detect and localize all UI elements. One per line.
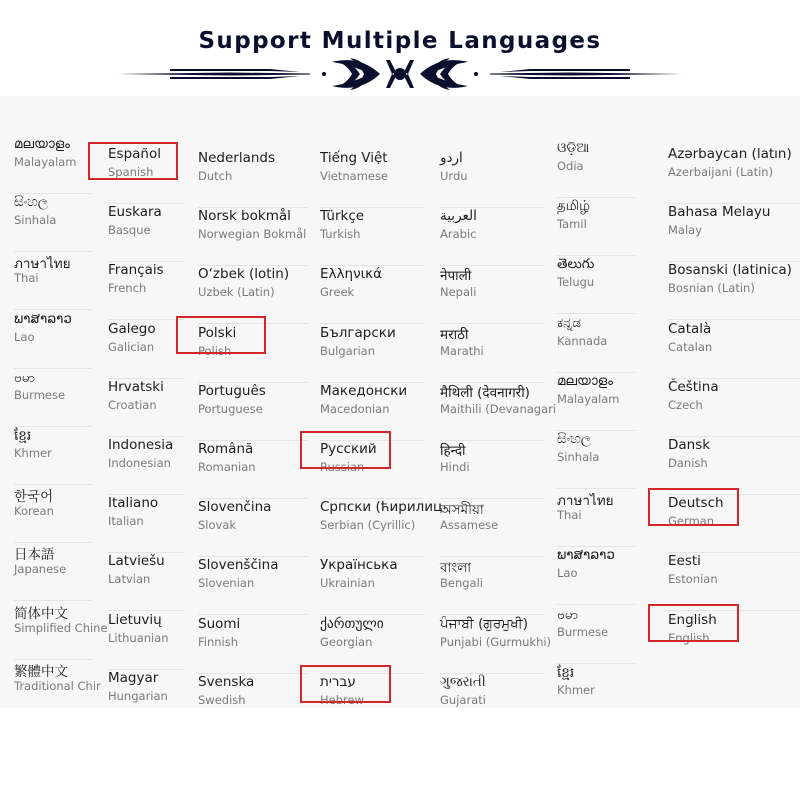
language-english-name: Sinhala	[14, 213, 57, 228]
language-native-name: 繁體中文	[14, 663, 68, 680]
language-english-name: Lithuanian	[108, 630, 169, 645]
language-native-name: עברית	[320, 673, 356, 690]
language-english-name: Burmese	[14, 387, 66, 402]
language-native-name: Español	[108, 146, 161, 162]
language-native-name: සිංහල	[557, 431, 592, 447]
language-item[interactable]	[557, 431, 635, 487]
language-item[interactable]	[440, 557, 544, 613]
language-english-name: Marathi	[440, 343, 484, 358]
language-english-name: Hungarian	[108, 688, 168, 703]
language-english-name: Turkish	[320, 227, 361, 242]
language-native-name: English	[668, 611, 717, 628]
language-native-name: ខ្មែរ	[14, 428, 32, 444]
language-english-name: Czech	[668, 397, 703, 412]
language-item[interactable]	[668, 379, 800, 435]
highlight-box-hebrew	[300, 665, 391, 703]
language-english-name: Burmese	[557, 624, 609, 639]
language-english-name: English	[668, 630, 710, 645]
language-item[interactable]	[108, 670, 184, 726]
language-english-name: Galician	[108, 339, 155, 354]
language-english-name: Swedish	[198, 692, 246, 707]
language-item[interactable]	[557, 664, 635, 720]
language-english-name: Spanish	[108, 165, 154, 179]
language-item[interactable]	[198, 266, 308, 322]
language-item[interactable]	[557, 140, 635, 196]
language-item[interactable]	[198, 441, 308, 497]
language-native-name: অসমীয়া	[440, 502, 484, 519]
language-english-name: German	[668, 514, 715, 529]
language-english-name: Latvian	[108, 572, 151, 587]
language-english-name: Japanese	[14, 562, 67, 577]
language-item[interactable]	[14, 485, 92, 541]
language-english-name: Nepali	[440, 285, 477, 300]
language-item[interactable]	[198, 383, 308, 439]
language-item[interactable]	[108, 262, 184, 318]
language-item[interactable]	[320, 325, 424, 381]
language-list-panel	[0, 96, 800, 708]
language-english-name: Assamese	[440, 518, 499, 533]
language-item[interactable]	[440, 383, 557, 439]
language-native-name: Slovenščina	[198, 557, 279, 574]
highlight-box-polish	[176, 316, 266, 354]
language-item[interactable]	[108, 553, 184, 609]
language-item[interactable]	[320, 208, 424, 264]
language-native-name: ພາສາລາວ	[557, 547, 615, 564]
language-english-name: Azerbaijani (Latin)	[668, 165, 774, 179]
language-item[interactable]	[557, 489, 635, 545]
language-item[interactable]	[108, 379, 184, 435]
language-native-name: ਪੰਜਾਬੀ (ਗੁਰਮੁਖੀ)	[440, 615, 528, 632]
language-item[interactable]	[320, 616, 424, 672]
language-english-name: Basque	[108, 223, 151, 238]
language-item[interactable]	[14, 660, 101, 716]
language-native-name: Latviešu	[108, 553, 165, 570]
language-english-name: Malayalam	[557, 391, 620, 406]
highlight-box-russian	[300, 431, 391, 469]
language-english-name: Russian	[320, 460, 365, 474]
language-english-name: Kannada	[557, 333, 608, 348]
language-english-name: Serbian (Cyrillic)	[320, 518, 416, 533]
decorative-divider-ornament	[110, 56, 690, 92]
language-native-name: 한국어	[14, 489, 54, 506]
language-item[interactable]	[557, 606, 635, 662]
language-item[interactable]	[14, 602, 108, 658]
language-english-name: Urdu	[440, 169, 468, 183]
language-native-name: বাংলা	[440, 560, 472, 577]
language-native-name: 简体中文	[14, 605, 68, 622]
header	[0, 0, 800, 96]
language-english-name: Gujarati	[440, 692, 486, 707]
language-english-name: Hebrew	[320, 692, 364, 707]
language-native-name: ภาษาไทย	[557, 493, 614, 510]
language-native-name: ગુજરાતી	[440, 673, 486, 690]
language-native-name: Azərbaycan (latın)	[668, 146, 792, 162]
language-english-name: Estonian	[668, 572, 718, 587]
language-native-name: मैथिली (देवनागरी)	[440, 384, 530, 401]
language-english-name: Italian	[108, 514, 144, 529]
highlight-box-german	[648, 488, 739, 529]
language-item[interactable]	[557, 547, 635, 603]
language-english-name: Khmer	[557, 682, 595, 697]
language-item[interactable]	[14, 252, 92, 308]
language-item[interactable]	[108, 437, 184, 493]
language-english-name: Hindi	[440, 460, 470, 474]
language-english-name: Odia	[557, 159, 584, 173]
language-english-name: Macedonian	[320, 401, 390, 416]
language-native-name: Српски (ћирилиц	[320, 499, 443, 516]
language-native-name: മലയാളം	[14, 136, 70, 152]
language-english-name: Arabic	[440, 227, 477, 242]
language-native-name: Italiano	[108, 495, 159, 512]
language-item[interactable]	[108, 612, 184, 668]
language-native-name: ಕನ್ನಡ	[557, 314, 582, 331]
language-native-name: ខ្មែរ	[557, 664, 575, 681]
language-english-name: Portuguese	[198, 401, 263, 416]
language-english-name: Maithili (Devanagari	[440, 401, 557, 416]
language-english-name: Croatian	[108, 397, 157, 412]
language-native-name: Euskara	[108, 204, 162, 221]
language-english-name: Dutch	[198, 169, 233, 183]
language-native-name: తెలుగు	[557, 256, 595, 273]
language-native-name: Ελληνικά	[320, 266, 383, 283]
language-item[interactable]	[198, 499, 308, 555]
language-item[interactable]	[198, 616, 308, 672]
language-native-name: Suomi	[198, 615, 241, 632]
language-english-name: Slovak	[198, 518, 237, 533]
language-item[interactable]	[320, 266, 424, 322]
language-english-name: Uzbek (Latin)	[198, 285, 275, 300]
language-item[interactable]	[440, 208, 544, 264]
language-native-name: Magyar	[108, 669, 159, 686]
language-english-name: Punjabi (Gurmukhi)	[440, 634, 552, 649]
highlight-box-english	[648, 604, 739, 642]
language-native-name: Svenska	[198, 673, 255, 690]
language-native-name: हिन्दी	[440, 443, 466, 459]
language-english-name: Thai	[14, 271, 39, 286]
language-item[interactable]	[668, 262, 800, 318]
language-english-name: French	[108, 281, 147, 296]
language-native-name: Slovenčina	[198, 499, 272, 516]
language-item[interactable]	[14, 369, 92, 425]
language-native-name: Čeština	[668, 378, 719, 395]
language-item[interactable]	[668, 204, 800, 260]
language-native-name: Norsk bokmål	[198, 208, 291, 225]
language-item[interactable]	[440, 325, 544, 381]
language-item[interactable]	[320, 499, 443, 555]
language-native-name: தமிழ்	[557, 198, 590, 215]
language-native-name: Русский	[320, 441, 377, 457]
language-native-name: 日本語	[14, 547, 55, 564]
language-english-name: Telugu	[557, 275, 595, 290]
language-item[interactable]	[198, 674, 308, 730]
language-item[interactable]	[108, 495, 184, 551]
language-english-name: Bosnian (Latin)	[668, 281, 755, 296]
language-english-name: Vietnamese	[320, 169, 389, 183]
language-native-name: Tiếng Việt	[320, 150, 388, 166]
language-native-name: Indonesia	[108, 437, 174, 453]
language-native-name: Українська	[320, 557, 398, 574]
language-item[interactable]	[320, 150, 424, 206]
language-item[interactable]	[668, 146, 800, 202]
language-english-name: Indonesian	[108, 456, 171, 470]
language-native-name: ဗမာ	[557, 606, 578, 623]
language-item[interactable]	[320, 557, 424, 613]
language-item[interactable]	[440, 674, 544, 730]
language-item[interactable]	[198, 208, 308, 264]
language-native-name: ଓଡ଼ିଆ	[557, 140, 590, 156]
language-item[interactable]	[198, 557, 308, 613]
language-item[interactable]	[14, 194, 92, 250]
language-native-name: ქართული	[320, 615, 384, 632]
language-native-name: Eesti	[668, 553, 701, 570]
language-item[interactable]	[557, 198, 635, 254]
language-english-name: Thai	[557, 508, 582, 523]
language-native-name: Bahasa Melayu	[668, 204, 771, 221]
language-native-name: Lietuvių	[108, 611, 162, 628]
language-native-name: Български	[320, 324, 396, 341]
language-native-name: Deutsch	[668, 495, 724, 512]
language-native-name: ဗမာ	[14, 369, 35, 386]
language-english-name: Polish	[198, 343, 232, 358]
language-english-name: Lao	[557, 566, 578, 581]
language-native-name: Galego	[108, 320, 156, 337]
language-native-name: ພາສາລາວ	[14, 310, 72, 327]
language-english-name: Romanian	[198, 460, 256, 474]
language-english-name: Catalan	[668, 339, 713, 354]
language-item[interactable]	[108, 204, 184, 260]
language-native-name: Bosanski (latinica)	[668, 262, 792, 279]
page-title: Support Multiple Languages	[198, 28, 602, 54]
language-native-name: Türkçe	[320, 208, 365, 225]
highlight-box-spanish	[88, 142, 178, 180]
language-item[interactable]	[440, 499, 544, 555]
language-native-name: Македонски	[320, 382, 408, 399]
language-english-name: Georgian	[320, 634, 373, 649]
language-item[interactable]	[14, 427, 92, 483]
language-english-name: Danish	[668, 456, 708, 470]
language-native-name: Dansk	[668, 437, 711, 453]
language-english-name: Greek	[320, 285, 355, 300]
language-english-name: Slovenian	[198, 576, 255, 591]
language-item[interactable]	[668, 321, 800, 377]
language-native-name: Português	[198, 382, 266, 399]
language-english-name: Malayalam	[14, 155, 77, 169]
language-item[interactable]	[557, 373, 635, 429]
language-native-name: Hrvatski	[108, 378, 164, 395]
language-item[interactable]	[668, 553, 800, 609]
language-item[interactable]	[108, 321, 184, 377]
language-english-name: Lao	[14, 329, 35, 344]
language-item[interactable]	[440, 150, 544, 206]
language-english-name: Ukrainian	[320, 576, 375, 591]
language-english-name: Finnish	[198, 634, 239, 649]
language-item[interactable]	[668, 437, 800, 493]
language-item[interactable]	[440, 441, 544, 497]
language-english-name: Norwegian Bokmål	[198, 227, 307, 242]
language-native-name: Polski	[198, 324, 237, 341]
language-native-name: සිංහල	[14, 194, 49, 211]
language-native-name: ภาษาไทย	[14, 256, 71, 273]
language-item[interactable]	[440, 615, 552, 672]
language-item[interactable]	[557, 315, 635, 371]
language-native-name: العربية	[440, 208, 477, 225]
language-item[interactable]	[14, 136, 92, 192]
language-item[interactable]	[14, 311, 92, 367]
language-native-name: اردو	[440, 150, 463, 166]
language-english-name: Bulgarian	[320, 343, 375, 358]
language-native-name: Română	[198, 441, 254, 457]
language-english-name: Simplified Chine	[14, 620, 108, 635]
language-english-name: Khmer	[14, 446, 52, 460]
language-native-name: O‘zbek (lotin)	[198, 266, 290, 283]
language-english-name: Korean	[14, 504, 54, 519]
language-item[interactable]	[198, 150, 308, 206]
language-english-name: Sinhala	[557, 450, 600, 464]
language-native-name: नेपाली	[440, 268, 472, 285]
language-english-name: Bengali	[440, 576, 483, 591]
language-native-name: मराठी	[440, 326, 469, 343]
language-item[interactable]	[14, 543, 92, 599]
language-item[interactable]	[557, 256, 635, 312]
language-native-name: Français	[108, 262, 164, 279]
language-native-name: മലയാളം	[557, 372, 613, 389]
language-item[interactable]	[440, 266, 544, 322]
language-english-name: Traditional Chir	[14, 678, 101, 693]
language-native-name: Català	[668, 320, 712, 337]
language-native-name: Nederlands	[198, 150, 276, 166]
language-english-name: Tamil	[557, 217, 587, 232]
language-english-name: Malay	[668, 223, 703, 238]
